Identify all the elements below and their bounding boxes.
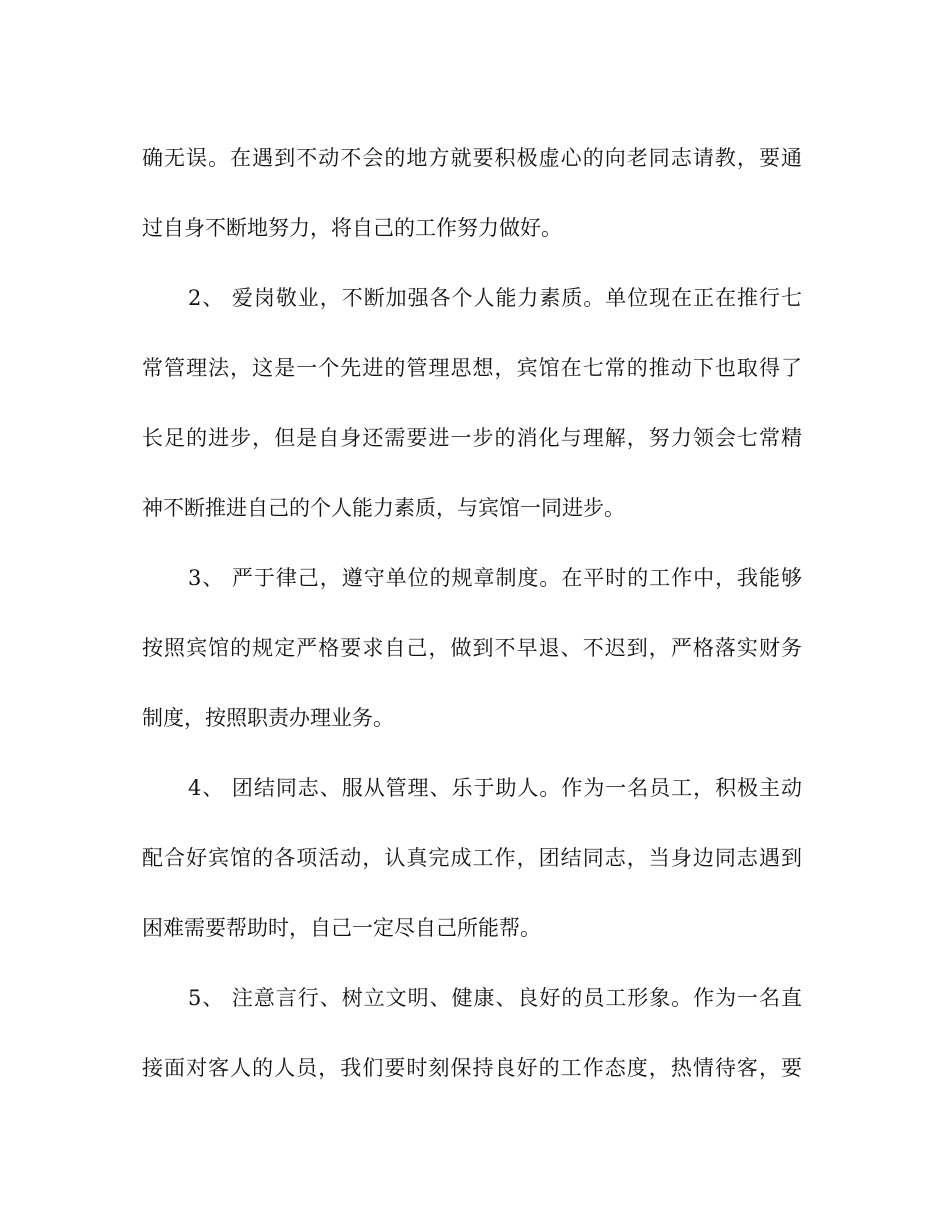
paragraph-line: 神不断推进自己的个人能力素质，与宾馆一同进步。	[142, 496, 625, 520]
list-item-line: 5、 注意言行、树立文明、健康、良好的员工形象。作为一名直	[188, 986, 802, 1010]
paragraph-line: 过自身不断地努力，将自己的工作努力做好。	[142, 216, 562, 240]
paragraph-line: 长足的进步，但是自身还需要进一步的消化与理解，努力领会七常精	[142, 426, 802, 450]
paragraph-line: 制度，按照职责办理业务。	[142, 706, 394, 730]
paragraph-line: 接面对客人的人员，我们要时刻保持良好的工作态度，热情待客，要	[142, 1056, 802, 1080]
list-item-line: 2、 爱岗敬业，不断加强各个人能力素质。单位现在正在推行七	[188, 286, 802, 310]
list-item-line: 3、 严于律己，遵守单位的规章制度。在平时的工作中，我能够	[188, 566, 802, 590]
paragraph-line: 配合好宾馆的各项活动，认真完成工作，团结同志，当身边同志遇到	[142, 846, 802, 870]
paragraph-line: 困难需要帮助时，自己一定尽自己所能帮。	[142, 916, 541, 940]
list-item-line: 4、 团结同志、服从管理、乐于助人。作为一名员工，积极主动	[188, 776, 802, 800]
paragraph-line: 常管理法，这是一个先进的管理思想，宾馆在七常的推动下也取得了	[142, 356, 802, 380]
paragraph-line: 确无误。在遇到不动不会的地方就要积极虚心的向老同志请教，要通	[142, 146, 802, 170]
paragraph-line: 按照宾馆的规定严格要求自己，做到不早退、不迟到，严格落实财务	[142, 636, 802, 660]
